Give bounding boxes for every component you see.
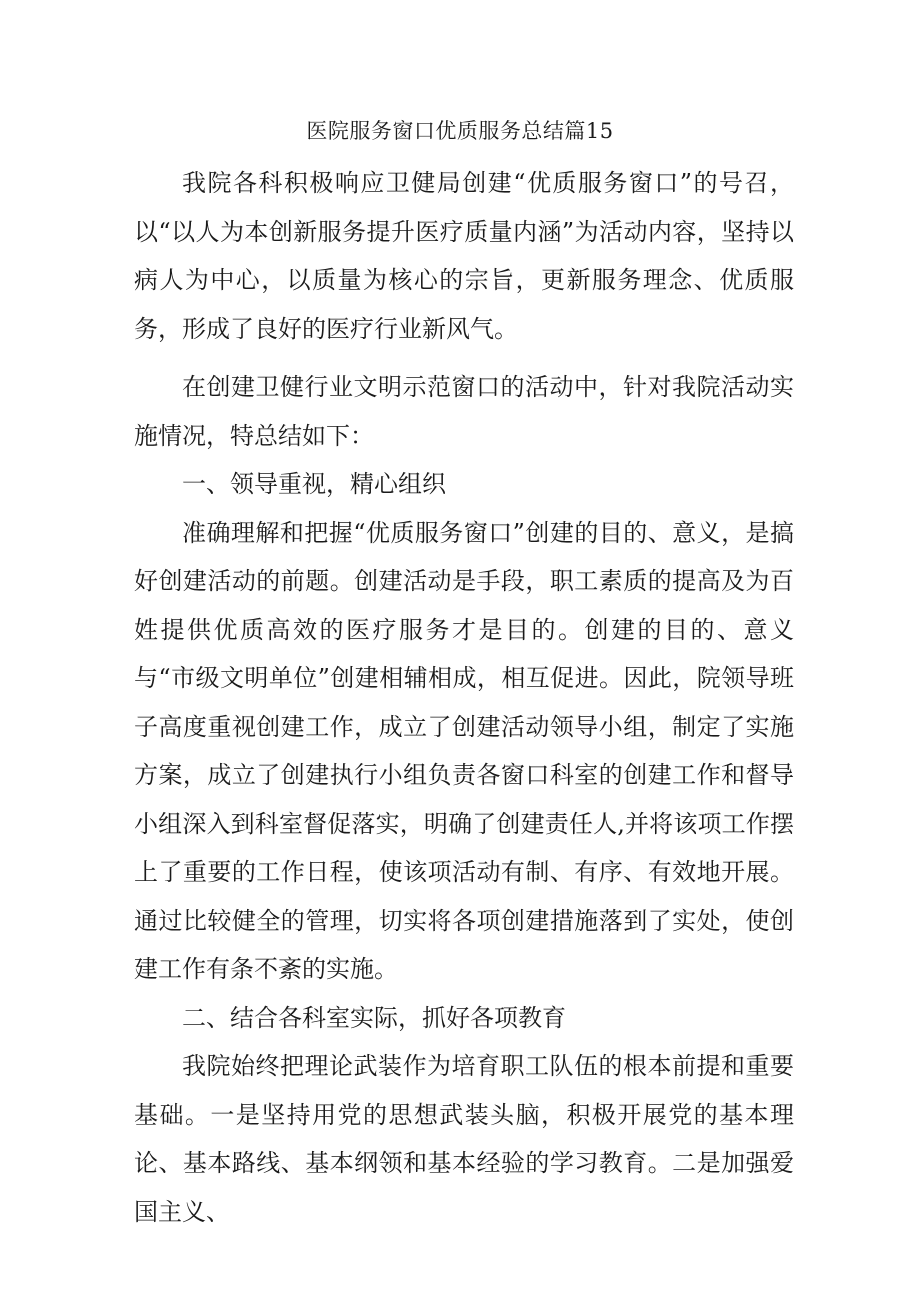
paragraph-overview: 在创建卫健行业文明示范窗口的活动中，针对我院活动实施情况，特总结如下： (134, 373, 794, 450)
paragraph-section-1: 准确理解和把握“优质服务窗口”创建的目的、意义，是搞好创建活动的前题。创建活动是手段，职工素质的提高及为百姓提供优质高效的医疗服务才是目的。创建的目的、意义与“市级文明单位”创建相辅相成，相互促进。因此，院领导班子高度重视创建工作，成立了创建活动领导小组，制定了实施方案，成立了创建执行小组负责各窗口科室的创建工作和督导小组深入到科室督促落实，明确了创建责任人,并将该项工作摆上了重要的工作日程，使该项活动有制、有序、有效地开展。通过比较健全的管理，切实将各项创建措施落到了实处，使创建工作有条不紊的实施。 (134, 518, 794, 983)
section-heading-1: 一、领导重视，精心组织 (182, 470, 446, 498)
document-body (134, 159, 794, 1236)
section-heading-2: 二、结合各科室实际，抓好各项教育 (182, 1003, 566, 1032)
paragraph-intro: 我院各科积极响应卫健局创建“优质服务窗口”的号召，以“以人为本创新服务提升医疗质量内涵”为活动内容，坚持以病人为中心，以质量为核心的宗旨，更新服务理念、优质服务，形成了良好的医疗行业新风气。 (134, 169, 794, 343)
document-title: 医院服务窗口优质服务总结篇15 (306, 119, 614, 143)
paragraph-section-2: 我院始终把理论武装作为培育职工队伍的根本前提和重要基础。一是坚持用党的思想武装头脑，积极开展党的基本理论、基本路线、基本纲领和基本经验的学习教育。二是加强爱国主义、 (134, 1052, 794, 1226)
